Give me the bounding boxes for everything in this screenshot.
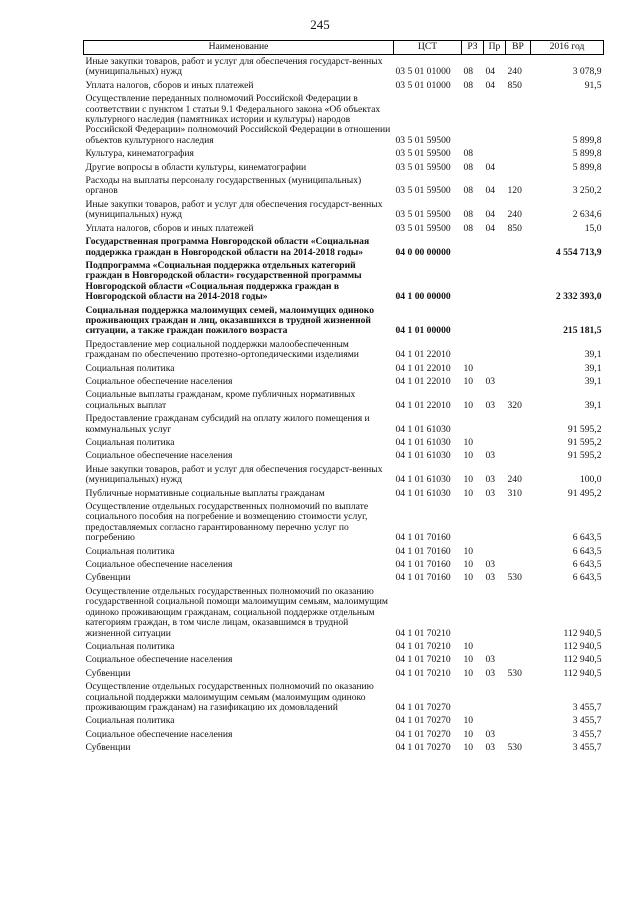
row-vr [506,411,531,435]
table-row [84,361,604,374]
row-cst: 03 5 01 59500 [395,185,451,197]
row-rz: 10 [463,399,474,411]
row-rz [462,679,484,713]
row-amount: 5 899,8 [572,161,602,173]
row-name: Социальное обеспечение населения [85,450,233,462]
table-row [84,221,604,234]
row-vr [506,258,531,303]
row-name: Социальная поддержка малоимущих семей, малоимущих одиноко проживающих граждан и лиц, оказавшихся в трудной жизненной ситуации, а также граждан пожилого возраста [85,304,375,337]
row-rz: 10 [463,572,474,584]
row-name: Осуществление отдельных государственных полномочий по оказанию государственной социальной помощи малоимущим семьям, малоимущим одиноко проживающим гражданам, социальной поддержке отдельным категориям граждан, в том числе лицам, оказавшимся в трудной жизненной ситуации [85,585,388,639]
row-name: Осуществление переданных полномочий Российской Федерации в соответствии с пунктом 1 статьи 9.1 Федерального закона «Об объектах культурного наследия (памятниках истории и культуры) народов Российской Федерации» полномочий Российской Федерации в отношении объектов культурного наследия [85,93,391,146]
row-vr [506,146,531,159]
row-pr: 04 [485,222,496,234]
row-pr: 04 [485,79,496,91]
table-row [84,411,604,435]
row-pr: 03 [485,450,496,462]
row-vr: 120 [507,185,522,197]
row-amount: 3 250,2 [572,185,602,197]
row-name: Подпрограмма «Социальная поддержка отдельных категорий граждан в Новгородской области» государственной программы Новгородской области «Социальная поддержка граждан в Новгородской области на 2014-2018 годы» [85,259,362,303]
row-amount: 39,1 [584,375,602,387]
row-rz [462,234,484,258]
row-pr [484,679,506,713]
row-pr [484,584,506,639]
table-row [84,374,604,387]
row-vr: 310 [507,487,522,499]
row-cst: 04 1 01 70270 [395,728,451,740]
row-name: Предоставление гражданам субсидий на оплату жилого помещения и коммунальных услуг [85,413,370,435]
row-pr [484,234,506,258]
table-row [84,679,604,713]
table-row [84,258,604,303]
row-amount: 6 643,5 [572,572,602,584]
row-vr: 240 [507,66,522,78]
row-cst: 04 1 01 22010 [395,399,451,411]
row-pr [484,361,506,374]
row-cst: 03 5 01 59500 [395,134,451,146]
row-cst: 04 1 01 70270 [395,701,451,713]
table-row [84,160,604,173]
row-amount: 5 899,8 [572,134,602,146]
row-cst: 04 1 01 70160 [395,572,451,584]
row-amount: 3 455,7 [572,742,602,754]
row-name: Предоставление мер социальной поддержки малообеспеченным гражданам по обеспечению протезно-ортопедическими изделиями [85,338,359,361]
row-pr [484,544,506,557]
row-vr: 240 [507,209,522,221]
budget-table [83,40,604,754]
row-vr [506,435,531,448]
row-rz: 08 [463,148,474,160]
row-cst: 04 1 00 00000 [395,291,451,303]
row-pr: 03 [485,375,496,387]
row-name: Другие вопросы в области культуры, кинематографии [85,161,307,173]
row-amount: 5 899,8 [572,148,602,160]
row-rz: 10 [463,487,474,499]
row-amount: 15,0 [584,222,602,234]
row-cst: 04 1 01 61030 [395,474,451,486]
row-rz: 10 [463,375,474,387]
table-row [84,173,604,197]
row-amount: 3 455,7 [572,728,602,740]
row-amount: 6 643,5 [572,559,602,571]
table-row [84,78,604,91]
row-pr [484,499,506,544]
row-rz: 10 [463,450,474,462]
row-cst: 04 1 01 61030 [395,487,451,499]
row-vr [506,448,531,461]
row-pr: 03 [485,667,496,679]
row-name: Социальная политика [85,640,175,652]
header-pr: Пр [484,41,506,55]
row-vr [506,234,531,258]
row-name: Социальное обеспечение населения [85,559,233,571]
row-rz: 10 [463,715,474,727]
row-rz: 10 [463,654,474,666]
row-name: Субвенции [85,572,131,584]
row-name: Иные закупки товаров, работ и услуг для обеспечения государст-венных (муниципальных) нужд [85,198,383,221]
row-amount: 91 595,2 [567,437,602,448]
row-amount: 91 595,2 [567,450,602,462]
row-amount: 91,5 [584,79,602,91]
table-row [84,303,604,337]
row-pr: 04 [485,185,496,197]
header-name: Наименование [84,41,394,55]
row-rz [462,91,484,146]
row-amount: 39,1 [584,362,602,374]
row-cst: 04 1 01 61030 [395,423,451,435]
header-cst: ЦСТ [394,41,462,55]
row-cst: 04 1 01 70210 [395,640,451,652]
row-pr [484,639,506,652]
row-pr [484,258,506,303]
row-vr [506,679,531,713]
table-row [84,91,604,146]
header-amount: 2016 год [531,41,604,55]
row-cst: 04 1 01 70210 [395,627,451,639]
row-cst: 04 1 01 00000 [395,325,451,337]
row-cst: 04 1 01 70210 [395,654,451,666]
row-name: Иные закупки товаров, работ и услуг для обеспечения государст-венных (муниципальных) нужд [85,56,383,78]
table-row [84,55,604,78]
table-row [84,337,604,361]
row-rz [462,584,484,639]
row-cst: 04 1 01 22010 [395,349,451,361]
row-rz: 08 [463,222,474,234]
row-pr: 03 [485,487,496,499]
row-vr: 530 [507,572,522,584]
row-pr: 04 [485,161,496,173]
row-rz: 10 [463,742,474,754]
row-pr [484,435,506,448]
row-name: Расходы на выплаты персоналу государственных (муниципальных) органов [85,175,362,197]
row-amount: 39,1 [584,399,602,411]
row-amount: 3 455,7 [572,701,602,713]
row-name: Социальное обеспечение населения [85,728,233,740]
row-vr [506,713,531,726]
row-cst: 03 5 01 01000 [395,66,451,78]
row-name: Социальное обеспечение населения [85,375,233,387]
table-body [84,55,604,754]
row-pr: 03 [485,572,496,584]
row-name: Социальная политика [85,545,175,557]
row-name: Социальная политика [85,715,175,727]
row-rz: 10 [463,728,474,740]
row-cst: 03 5 01 59500 [395,148,451,160]
row-cst: 04 1 01 70270 [395,715,451,727]
row-rz [462,499,484,544]
row-cst: 03 5 01 59500 [395,222,451,234]
row-pr [484,713,506,726]
table-row [84,713,604,726]
table-row [84,197,604,221]
row-pr [484,303,506,337]
header-rz: РЗ [462,41,484,55]
row-cst: 04 1 01 70160 [395,545,451,557]
row-amount: 100,0 [579,474,602,486]
row-pr: 03 [485,742,496,754]
table-row [84,557,604,570]
table-row [84,234,604,258]
row-rz: 08 [463,185,474,197]
row-pr [484,146,506,159]
row-rz: 08 [463,66,474,78]
row-amount: 91 495,2 [567,487,602,499]
row-cst: 03 5 01 59500 [395,209,451,221]
row-vr [506,652,531,665]
row-cst: 03 5 01 59500 [395,161,451,173]
row-vr [506,361,531,374]
row-pr: 04 [485,66,496,78]
row-vr [506,499,531,544]
row-cst: 04 0 00 00000 [395,246,451,258]
row-vr [506,639,531,652]
table-row [84,435,604,448]
row-vr: 850 [507,222,522,234]
row-rz [462,337,484,361]
row-rz: 10 [463,559,474,571]
row-rz [462,258,484,303]
row-vr: 530 [507,742,522,754]
row-name: Социальная политика [85,362,175,374]
row-amount: 112 940,5 [563,667,602,679]
table-row [84,486,604,499]
row-vr: 850 [507,79,522,91]
row-pr [484,411,506,435]
row-amount: 6 643,5 [572,532,602,544]
row-rz [462,411,484,435]
row-cst: 03 5 01 01000 [395,79,451,91]
row-vr [506,374,531,387]
row-vr [506,557,531,570]
table-row [84,652,604,665]
row-amount: 3 455,7 [572,715,602,727]
row-amount: 91 595,2 [567,423,602,435]
row-vr [506,727,531,740]
row-name: Субвенции [85,742,131,754]
row-rz: 10 [463,362,474,374]
row-pr: 03 [485,728,496,740]
row-rz: 08 [463,161,474,173]
row-vr: 320 [507,399,522,411]
row-vr [506,91,531,146]
table-row [84,740,604,753]
row-amount: 6 643,5 [572,545,602,557]
row-amount: 2 634,6 [572,209,602,221]
table-row [84,639,604,652]
table-row [84,584,604,639]
row-cst: 04 1 01 22010 [395,375,451,387]
row-cst: 04 1 01 61030 [395,450,451,462]
row-cst: 04 1 01 70270 [395,742,451,754]
row-name: Уплата налогов, сборов и иных платежей [85,222,254,234]
row-name: Уплата налогов, сборов и иных платежей [85,79,254,91]
row-vr: 240 [507,474,522,486]
row-vr [506,160,531,173]
header-row [84,41,604,55]
row-pr [484,337,506,361]
row-pr: 03 [485,474,496,486]
row-amount: 2 332 393,0 [555,291,602,303]
table-header [84,41,604,55]
table-row [84,499,604,544]
row-rz: 08 [463,79,474,91]
table-row [84,146,604,159]
row-pr: 04 [485,209,496,221]
row-vr [506,544,531,557]
row-amount: 39,1 [584,349,602,361]
row-name: Социальное обеспечение населения [85,654,233,666]
row-cst: 04 1 01 61030 [395,437,451,448]
row-pr [484,91,506,146]
row-rz [462,303,484,337]
row-rz: 10 [463,474,474,486]
row-pr: 03 [485,559,496,571]
row-rz: 10 [463,437,474,448]
row-pr: 03 [485,654,496,666]
row-amount: 112 940,5 [563,654,602,666]
row-vr [506,584,531,639]
table-row [84,570,604,583]
row-cst: 04 1 01 70160 [395,532,451,544]
row-rz: 08 [463,209,474,221]
row-name: Культура, кинематография [85,148,194,160]
table-row [84,727,604,740]
row-amount: 3 078,9 [572,66,602,78]
row-pr: 03 [485,399,496,411]
table-row [84,448,604,461]
row-amount: 215 181,5 [563,325,602,337]
row-vr: 530 [507,667,522,679]
row-name: Социальные выплаты гражданам, кроме публичных нормативных социальных выплат [85,389,356,411]
table-row [84,462,604,486]
row-name: Государственная программа Новгородской области «Социальная поддержка граждан в Новгородской области на 2014-2018 годы» [85,236,370,258]
row-vr [506,303,531,337]
page-number: 245 [310,17,330,32]
row-name: Осуществление отдельных государственных полномочий по оказанию социальной поддержки малоимущим семьям (малоимущим одиноко проживающим гражданам) на газификацию их домовладений [85,681,374,713]
table-row [84,544,604,557]
row-name: Осуществление отдельных государственных полномочий по выплате социального пособия на погребение и возмещению стоимости услуг, предоставляемых согласно гарантированному перечню услуг по погребению [85,501,369,544]
row-amount: 112 940,5 [563,627,602,639]
row-amount: 112 940,5 [563,640,602,652]
table-row [84,387,604,411]
row-name: Социальная политика [85,437,175,448]
row-name: Публичные нормативные социальные выплаты гражданам [85,487,325,499]
row-rz: 10 [463,545,474,557]
row-amount: 4 554 713,9 [555,246,602,258]
row-rz: 10 [463,640,474,652]
row-cst: 04 1 01 22010 [395,362,451,374]
row-rz: 10 [463,667,474,679]
table-row [84,666,604,679]
row-vr [506,337,531,361]
header-vr: ВР [506,41,531,55]
row-cst: 04 1 01 70210 [395,667,451,679]
row-name: Субвенции [85,667,131,679]
row-name: Иные закупки товаров, работ и услуг для обеспечения государст-венных (муниципальных) нужд [85,463,383,486]
row-cst: 04 1 01 70160 [395,559,451,571]
